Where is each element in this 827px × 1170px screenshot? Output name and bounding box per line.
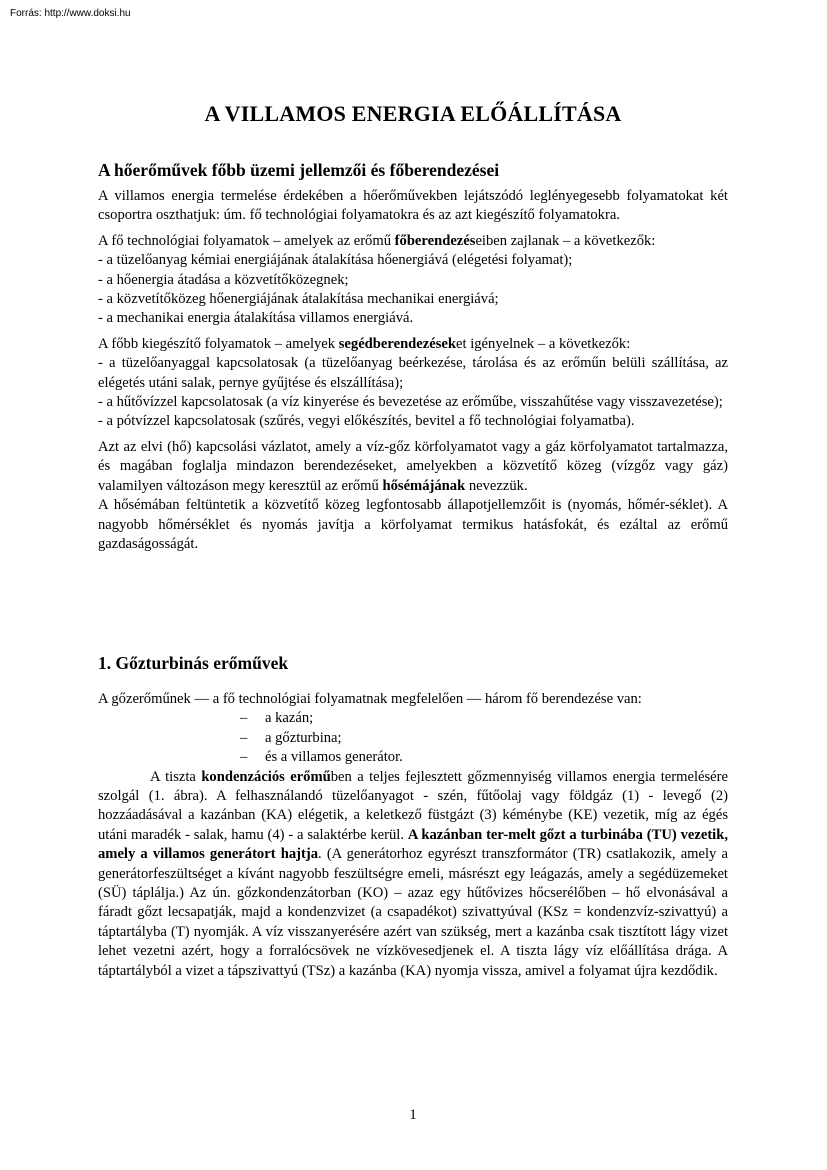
document-title: A VILLAMOS ENERGIA ELŐÁLLÍTÁSA (204, 101, 622, 126)
list-item (98, 729, 728, 748)
intro-paragraph-4 (98, 438, 728, 496)
text-run: A főbb kiegészítő folyamatok – amelyek (98, 335, 339, 352)
bold-sentence: A kazánban ter-melt gőzt a turbinába (TU) vezetik, amely a villamos generátort hajtja (98, 826, 728, 863)
intro-paragraph-3 (98, 335, 728, 354)
section-intro-heading: A hőerőművek főbb üzemi jellemzői és főberendezései (98, 160, 500, 180)
text-run: A fő technológiai folyamatok – amelyek az erőmű (98, 232, 395, 249)
aux-process-list (98, 354, 728, 432)
list-item-text: és a villamos generátor. (265, 749, 403, 766)
intro-paragraph-2 (98, 232, 728, 251)
main-process-list (98, 251, 728, 329)
text-run: eiben zajlanak – a következők: (475, 232, 656, 249)
section-1-paragraph-1: A gőzerőműnek — a fő technológiai folyamatnak megfelelően — három fő berendezése van: (98, 691, 642, 707)
bold-term: kondenzációs erőmű (201, 768, 331, 785)
section-1-body (98, 690, 728, 981)
section-1 (98, 653, 288, 674)
bold-term: segédberendezések (338, 335, 457, 352)
text-run: . (A generátorhoz egyrészt transzformátor (TR) csatlakozik, amely a generátorfeszültséget a kívánt nagyobb feszültségre emeli, másrészt egy leágazás, amely a segédüzemeket (SÜ) táplálja.) Az ún. gőzkondenzátorban (KO) – azaz egy hűtővizes hőcserélőben – hő elvonásával a fáradt gőzt lecsapatják, majd a kondenzvizet (a csapadékot) szivattyúval (KSz = kondenzvíz-szivattyú) a táptartályba (T) nyomják. A víz visszanyerésére azért van szükség, mert a kazánba csak tisztított lágy vizet lehet vezetni azért, hogy a forralócsövek ne vízkövesedjenek el. A tiszta lágy víz előállítása drága. A táptartályból a vizet a tápszivattyú (TSz) a kazánba (KA) nyomja vissza, amivel a folyamat újra kezdődik. (98, 846, 728, 979)
list-item (98, 709, 728, 728)
bold-term: főberendezés (394, 232, 476, 249)
section-intro (98, 160, 499, 181)
text-run: ben a teljes fejlesztett gőzmennyiség villamos energia termelésére szolgál (1. ábra). A felhasználandó tüzelőanyagot - szén, fűtőolaj vagy földgáz (1) - levegő (2) hozzáadásával a kazánban (KA) elégetik, a keletkező füstgázt (3) kéménybe (KE) vezetik, míg az égés utáni maradék - salak, hamu (4) - a salaktérbe kerül. (98, 768, 728, 843)
source-note: Forrás: http://www.doksi.hu (10, 8, 131, 19)
dash-marker: – (240, 710, 248, 727)
equipment-list (98, 709, 728, 767)
dash-marker: – (240, 729, 248, 746)
list-item: - a hőenergia átadása a közvetítőközegnek; (98, 271, 349, 288)
list-item-text: a gőzturbina; (265, 729, 342, 746)
dash-marker: – (240, 749, 248, 766)
page-number: 1 (409, 1107, 417, 1123)
list-item (98, 748, 728, 767)
section-1-heading: 1. Gőzturbinás erőművek (98, 653, 289, 673)
text-run: A tiszta (150, 768, 202, 785)
list-item-text: a kazán; (265, 710, 314, 727)
text-run: nevezzük. (465, 477, 528, 494)
list-item: - a tüzelőanyaggal kapcsolatosak (a tüzelőanyag beérkezése, tárolása és az erőműn belüli szállítása, az elégetés utáni salak, pernye gyűjtése és elszállítása); (98, 355, 728, 391)
list-item: - a közvetítőközeg hőenergiájának átalakítása mechanikai energiává; (98, 291, 499, 308)
text-run: et igényelnek – a következők: (456, 335, 631, 352)
bold-term: hősémájának (382, 477, 466, 494)
intro-paragraph-5: A hősémában feltüntetik a közvetítő közeg legfontosabb állapotjellemzőit is (nyomás, hőmér-séklet). A nagyobb hőmérséklet és nyomás javítja a körfolyamat termikus hatásfokát, és ezáltal az erőmű gazdaságosságát. (98, 497, 728, 552)
section-1-paragraph-2 (98, 768, 728, 981)
list-item: - a mechanikai energia átalakítása villamos energiává. (98, 310, 414, 327)
intro-paragraph-1: A villamos energia termelése érdekében a hőerőművekben lejátszódó leglényegesebb folyamatokat két csoportra oszthatjuk: úm. fő technológiai folyamatokra és az azt kiegészítő folyamatokra. (98, 188, 728, 224)
text-run: Azt az elvi (hő) kapcsolási vázlatot, amely a víz-gőz körfolyamatot vagy a gáz körfolyamatot tartalmazza, és magában foglalja mindazon berendezéseket, amelyekben a közvetítő közeg (vízgőz vagy gáz) valamilyen változáson megy keresztül az erőmű (98, 438, 728, 494)
list-item: - a tüzelőanyag kémiai energiájának átalakítása hőenergiává (elégetési folyamat); (98, 252, 573, 269)
list-item: - a hűtővízzel kapcsolatosak (a víz kinyerése és bevezetése az erőműbe, visszahűtése vagy visszavezetése); (98, 394, 723, 411)
list-item: - a pótvízzel kapcsolatosak (szűrés, vegyi előkészítés, bevitel a fő technológiai folyamatba). (98, 413, 635, 430)
section-intro-body (98, 187, 728, 554)
